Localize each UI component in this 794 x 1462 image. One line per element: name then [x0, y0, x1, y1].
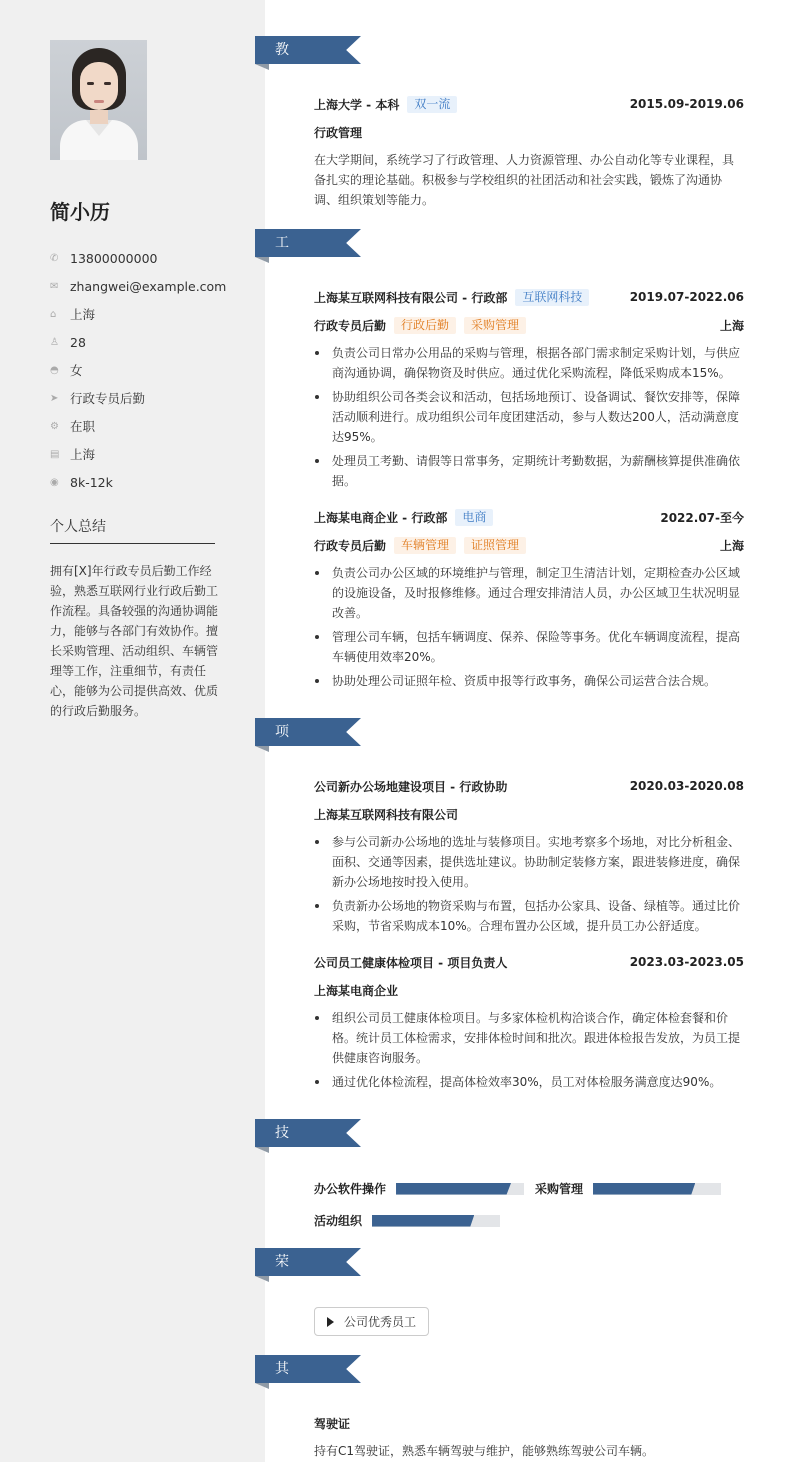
contact-status: ⚙ 在职: [50, 419, 96, 434]
work-header: [314, 287, 744, 307]
work-date: 2019.07-2022.06: [629, 290, 744, 304]
work-city: 上海: [719, 318, 744, 333]
list-item: 管理公司车辆，包括车辆调度、保养、保险等事务。优化车辆调度流程，提高车辆使用效率20%。: [314, 627, 744, 667]
skill-bar: [593, 1183, 721, 1195]
project-date: 2020.03-2020.08: [629, 779, 744, 793]
project-bullets: [314, 832, 744, 940]
candidate-name: 简小历: [50, 200, 110, 224]
job-title: 行政专员后勤: [314, 318, 387, 333]
summary-text: 拥有[X]年行政专员后勤工作经验，熟悉互联网行业行政后勤工作流程。具备较强的沟通协调能力，能够与各部门有效协作。擅长采购管理、活动组织、车辆管理等工作，注重细节，有责任心，能够为公司提供高效、优质的行政后勤服务。: [50, 564, 219, 718]
list-item: 负责公司办公区域的环境维护与管理，制定卫生清洁计划，定期检查办公区域的设施设备，及时报修维修。通过合理安排清洁人员，办公区域卫生状况明显改善。: [314, 563, 744, 623]
award-name: 公司优秀员工: [344, 1315, 417, 1329]
contact-phone: ✆ 13800000000: [50, 250, 158, 266]
mail-icon: ✉: [50, 280, 59, 292]
project-org-row: [314, 804, 744, 824]
contact-residence: ⌂ 上海: [50, 307, 96, 322]
phone-icon: ✆: [50, 252, 59, 264]
send-icon: ➤: [50, 392, 59, 404]
school-tag: 双一流: [407, 96, 457, 113]
work-date: 2022.07-至今: [660, 510, 744, 525]
list-item: 协助组织公司各类会议和活动，包括场地预订、设备调试、餐饮安排等，保障活动顺利进行。成功组织公司年度团建活动，参与人数达200人，活动满意度达95%。: [314, 387, 744, 447]
contact-target-job: ➤ 行政专员后勤: [50, 391, 146, 406]
other-description: 持有C1驾驶证，熟悉车辆驾驶与维护，能够熟练驾驶公司车辆。: [314, 1444, 655, 1458]
list-item: 参与公司新办公场地的选址与装修项目。实地考察多个场地，对比分析租金、面积、交通等因素，提供选址建议。协助制定装修方案，跟进装修进度，确保新办公场地按时投入使用。: [314, 832, 744, 892]
section-title: 教育经历: [275, 42, 289, 142]
other-title: 驾驶证: [314, 1416, 351, 1431]
project-bullets: [314, 1008, 744, 1096]
section-title: 项目经历: [275, 724, 289, 824]
skill-item: [314, 1180, 524, 1197]
profile-photo: [50, 40, 147, 160]
play-triangle-icon: [327, 1317, 334, 1327]
industry-tag: 电商: [455, 509, 493, 526]
home-icon: ⌂: [50, 308, 57, 320]
contact-email[interactable]: ✉ zhangwei@example.com: [50, 278, 227, 294]
contact-age: ♙ 28: [50, 334, 86, 350]
skill-tag: 证照管理: [464, 537, 526, 554]
sidebar: [0, 0, 265, 1462]
education-header: [314, 94, 744, 114]
section-title: 技能专长: [275, 1125, 289, 1225]
project-org-row: [314, 980, 744, 1000]
education-date: 2015.09-2019.06: [629, 97, 744, 111]
list-item: 负责新办公场地的物资采购与布置，包括办公家具、设备、绿植等。通过比价采购，节省采购成本10%。合理布置办公区域，提升员工办公舒适度。: [314, 896, 744, 936]
status-icon: ⚙: [50, 420, 59, 432]
job-title: 行政专员后勤: [314, 538, 387, 553]
section-title: 荣誉奖项: [275, 1254, 289, 1354]
section-title: 其他信息: [275, 1361, 289, 1461]
company-name: 上海某互联网科技有限公司 - 行政部: [314, 290, 508, 305]
work-role-row: [314, 535, 744, 555]
skill-item: [535, 1180, 721, 1197]
work-role-row: [314, 315, 744, 335]
salary-icon: ◉: [50, 476, 59, 488]
project-org: 上海某电商企业: [314, 983, 399, 998]
section-title: 工作经历: [275, 235, 289, 335]
work-city: 上海: [719, 538, 744, 553]
skill-bar: [396, 1183, 524, 1195]
award-item[interactable]: [314, 1307, 429, 1336]
education-major: 行政管理: [314, 125, 363, 140]
summary-divider: [50, 543, 215, 544]
project-header: [314, 952, 744, 972]
project-date: 2023.03-2023.05: [629, 955, 744, 969]
education-description: 在大学期间，系统学习了行政管理、人力资源管理、办公自动化等专业课程，具备扎实的理论基础。积极参与学校组织的社团活动和社会实践，锻炼了沟通协调、组织策划等能力。: [314, 153, 735, 207]
skill-fill: [372, 1215, 474, 1227]
project-header: [314, 776, 744, 796]
list-item: 通过优化体检流程，提高体检效率30%，员工对体检服务满意度达90%。: [314, 1072, 744, 1092]
building-icon: ▤: [50, 448, 60, 460]
skill-fill: [593, 1183, 695, 1195]
skill-tag: 行政后勤: [394, 317, 456, 334]
contact-target-city: ▤ 上海: [50, 447, 96, 462]
work-header: [314, 507, 744, 527]
list-item: 负责公司日常办公用品的采购与管理，根据各部门需求制定采购计划，与供应商沟通协调，确保物资及时供应。通过优化采购流程，降低采购成本15%。: [314, 343, 744, 383]
skill-name: 办公软件操作: [314, 1182, 387, 1196]
list-item: 组织公司员工健康体检项目。与多家体检机构洽谈合作，确定体检套餐和价格。统计员工体检需求，安排体检时间和批次。跟进体检报告发放，为员工提供健康咨询服务。: [314, 1008, 744, 1068]
work-bullets: [314, 563, 744, 695]
age-icon: ♙: [50, 336, 59, 348]
skill-name: 采购管理: [535, 1182, 584, 1196]
list-item: 处理员工考勤、请假等日常事务，定期统计考勤数据，为薪酬核算提供准确依据。: [314, 451, 744, 491]
contact-list: [50, 244, 250, 496]
contact-salary: ◉ 8k-12k: [50, 474, 113, 490]
education-major-row: [314, 122, 744, 142]
industry-tag: 互联网科技: [515, 289, 589, 306]
project-title: 公司员工健康体检项目 - 项目负责人: [314, 955, 508, 970]
summary-title: 个人总结: [50, 519, 106, 535]
skill-bar: [372, 1215, 500, 1227]
other-title-row: [314, 1413, 744, 1433]
skill-tag: 采购管理: [464, 317, 526, 334]
skill-fill: [396, 1183, 511, 1195]
project-org: 上海某互联网科技有限公司: [314, 807, 459, 822]
skill-name: 活动组织: [314, 1214, 363, 1228]
work-bullets: [314, 343, 744, 495]
skill-item: [314, 1212, 500, 1229]
skill-tag: 车辆管理: [394, 537, 456, 554]
school-name: 上海大学 - 本科: [314, 97, 400, 112]
list-item: 协助处理公司证照年检、资质申报等行政事务，确保公司运营合法合规。: [314, 671, 744, 691]
contact-gender: ◓ 女: [50, 363, 83, 378]
project-title: 公司新办公场地建设项目 - 行政协助: [314, 779, 508, 794]
company-name: 上海某电商企业 - 行政部: [314, 510, 448, 525]
gender-icon: ◓: [50, 364, 59, 376]
